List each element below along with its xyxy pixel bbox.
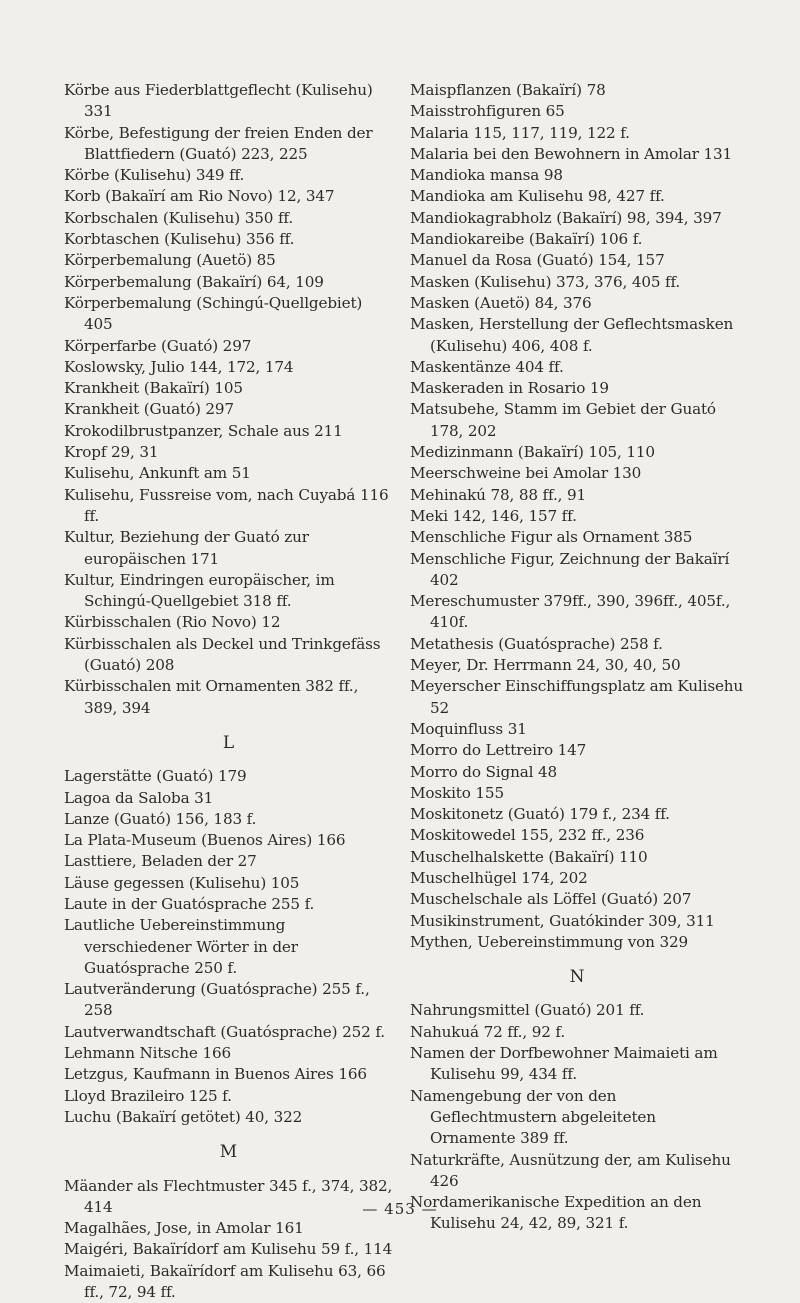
- index-entry: Krokodilbrustpanzer, Schale aus 211: [64, 421, 343, 440]
- index-entry: Lautveränderung (Guatósprache) 255 f., 258: [64, 980, 370, 1020]
- index-entry: Krankheit (Bakaïrí) 105: [64, 379, 243, 398]
- index-entry: Muschelhalskette (Bakaïrí) 110: [410, 847, 648, 866]
- index-entry: Moskito 155: [410, 783, 504, 802]
- index-entry: Korbschalen (Kulisehu) 350 ff.: [64, 208, 294, 227]
- index-entry: Menschliche Figur als Ornament 385: [410, 528, 693, 547]
- index-entry: Letzgus, Kaufmann in Buenos Aires 166: [64, 1065, 367, 1084]
- index-entry: Kürbisschalen mit Ornamenten 382 ff., 389, 394: [64, 677, 359, 717]
- index-entry: Kropf 29, 31: [64, 443, 159, 462]
- index-entry: Lasttiere, Beladen der 27: [64, 852, 257, 871]
- index-entry: La Plata-Museum (Buenos Aires) 166: [64, 831, 346, 850]
- index-entry: Nahukuá 72 ff., 92 f.: [410, 1022, 566, 1041]
- index-entry: Metathesis (Guatósprache) 258 f.: [410, 634, 663, 653]
- index-entry: Maskentänze 404 ff.: [410, 357, 564, 376]
- index-entry: Magalhães, Jose, in Amolar 161: [64, 1219, 304, 1238]
- index-entry: Körperfarbe (Guató) 297: [64, 336, 252, 355]
- index-entry: Korb (Bakaïrí am Rio Novo) 12, 347: [64, 187, 335, 206]
- index-entry: Moskitonetz (Guató) 179 f., 234 ff.: [410, 805, 670, 824]
- index-entry: Kultur, Eindringen europäischer, im Schingú-Quellgebiet 318 ff.: [64, 570, 335, 611]
- index-entry: Nahrungsmittel (Guató) 201 ff.: [410, 1001, 645, 1020]
- index-entry: Meerschweine bei Amolar 130: [410, 464, 642, 483]
- index-entry: Namengebung der von den Geflechtmustern abgeleiteten Ornamente 389 ff.: [410, 1086, 656, 1148]
- index-column-right: [410, 80, 745, 1235]
- index-entry: Naturkräfte, Ausnützung der, am Kulisehu 426: [410, 1150, 731, 1190]
- index-entry: Mythen, Uebereinstimmung von 329: [410, 932, 689, 951]
- index-entry: Körperbemalung (Schingú-Quellgebiet) 405: [64, 293, 363, 334]
- index-entry: Muschelschale als Löffel (Guató) 207: [410, 890, 692, 909]
- index-entry: Körbe (Kulisehu) 349 ff.: [64, 166, 245, 185]
- section-letter: M: [219, 1142, 239, 1163]
- index-entry: Kulisehu, Ankunft am 51: [64, 464, 251, 483]
- index-entry: Koslowsky, Julio 144, 172, 174: [64, 357, 294, 376]
- index-entry: Masken, Herstellung der Geflechtsmasken (Kulisehu) 406, 408 f.: [410, 315, 734, 355]
- index-entry: Moquinfluss 31: [410, 719, 527, 738]
- index-entry: Kulisehu, Fussreise vom, nach Cuyabá 116 ff.: [64, 485, 389, 525]
- index-column-left: [64, 80, 394, 1303]
- index-entry: Maigéri, Bakaïrídorf am Kulisehu 59 f., 114: [64, 1240, 393, 1259]
- index-entry: Meyer, Dr. Herrmann 24, 30, 40, 50: [410, 656, 681, 675]
- index-entry: Kultur, Beziehung der Guató zur europäischen 171: [64, 528, 309, 568]
- index-entry: Körperbemalung (Auetö) 85: [64, 251, 276, 270]
- index-entry: Lagerstätte (Guató) 179: [64, 767, 247, 786]
- index-entry: Morro do Lettreiro 147: [410, 741, 587, 760]
- index-entry: Lehmann Nitsche 166: [64, 1044, 231, 1063]
- index-entry: Laute in der Guatósprache 255 f.: [64, 894, 315, 913]
- index-entry: Moskitowedel 155, 232 ff., 236: [410, 826, 645, 845]
- index-entry: Lautliche Uebereinstimmung verschiedener Wörter in der Guatósprache 250 f.: [64, 916, 298, 977]
- index-entry: Lagoa da Saloba 31: [64, 788, 214, 807]
- index-entry: Musikinstrument, Guatókinder 309, 311: [410, 911, 715, 930]
- index-entry: Meyerscher Einschiffungsplatz am Kulisehu 52: [410, 677, 744, 717]
- index-entry: Maispflanzen (Bakaïrí) 78: [410, 81, 606, 99]
- index-entry: Maskeraden in Rosario 19: [410, 379, 609, 398]
- index-entry: Korbtaschen (Kulisehu) 356 ff.: [64, 230, 295, 249]
- index-entry: Mandiokagrabholz (Bakaïrí) 98, 394, 397: [410, 208, 722, 227]
- index-entry: Mandioka mansa 98: [410, 166, 563, 185]
- index-entry: Kürbisschalen (Rio Novo) 12: [64, 613, 281, 632]
- index-entry: Mandioka am Kulisehu 98, 427 ff.: [410, 187, 665, 206]
- index-entry: Körbe aus Fiederblattgeflecht (Kulisehu) 331: [64, 81, 373, 121]
- index-entry: Läuse gegessen (Kulisehu) 105: [64, 873, 300, 892]
- index-entry: Mandiokareibe (Bakaïrí) 106 f.: [410, 230, 643, 249]
- index-entry: Medizinmann (Bakaïrí) 105, 110: [410, 443, 655, 462]
- index-entry: Mehinakú 78, 88 ff., 91: [410, 485, 587, 504]
- index-entry: Malaria 115, 117, 119, 122 f.: [410, 123, 630, 142]
- index-entry: Körperbemalung (Bakaïrí) 64, 109: [64, 272, 324, 291]
- page-number: — 453 —: [362, 1200, 438, 1218]
- index-entry: Maimaieti, Bakaïrídorf am Kulisehu 63, 66 ff., 72, 94 ff.: [64, 1261, 386, 1302]
- section-letter: N: [569, 967, 586, 988]
- index-entry: Mereschumuster 379ff., 390, 396ff., 405f., 410f.: [410, 592, 731, 632]
- index-entry: Namen der Dorfbewohner Maimaieti am Kulisehu 99, 434 ff.: [410, 1044, 718, 1084]
- index-entry: Matsubehe, Stamm im Gebiet der Guató 178, 202: [410, 400, 716, 440]
- index-entry: Masken (Auetö) 84, 376: [410, 293, 592, 312]
- section-letter: L: [222, 732, 236, 753]
- index-entry: Meki 142, 146, 157 ff.: [410, 506, 577, 525]
- index-entry: Mäander als Flechtmuster 345 f., 374, 382, 414: [64, 1176, 393, 1216]
- index-entry: Masken (Kulisehu) 373, 376, 405 ff.: [410, 272, 681, 291]
- index-entry: Luchu (Bakaïrí getötet) 40, 322: [64, 1107, 303, 1126]
- index-entry: Lloyd Brazileiro 125 f.: [64, 1086, 232, 1105]
- index-entry: Maisstrohfiguren 65: [410, 102, 565, 121]
- index-entry: Manuel da Rosa (Guató) 154, 157: [410, 251, 665, 270]
- index-entry: Lanze (Guató) 156, 183 f.: [64, 809, 257, 828]
- index-entry: Malaria bei den Bewohnern in Amolar 131: [410, 144, 733, 163]
- index-entry: Kürbisschalen als Deckel und Trinkgefäss (Guató) 208: [64, 634, 381, 675]
- index-entry: Körbe, Befestigung der freien Enden der Blattfiedern (Guató) 223, 225: [64, 123, 373, 163]
- index-entry: Menschliche Figur, Zeichnung der Bakaïrí 402: [410, 549, 730, 589]
- index-entry: Muschelhügel 174, 202: [410, 868, 588, 887]
- index-entry: Nordamerikanische Expedition an den Kulisehu 24, 42, 89, 321 f.: [410, 1193, 702, 1233]
- index-entry: Lautverwandtschaft (Guatósprache) 252 f.: [64, 1022, 385, 1041]
- index-entry: Krankheit (Guató) 297: [64, 400, 234, 419]
- index-entry: Morro do Signal 48: [410, 762, 558, 781]
